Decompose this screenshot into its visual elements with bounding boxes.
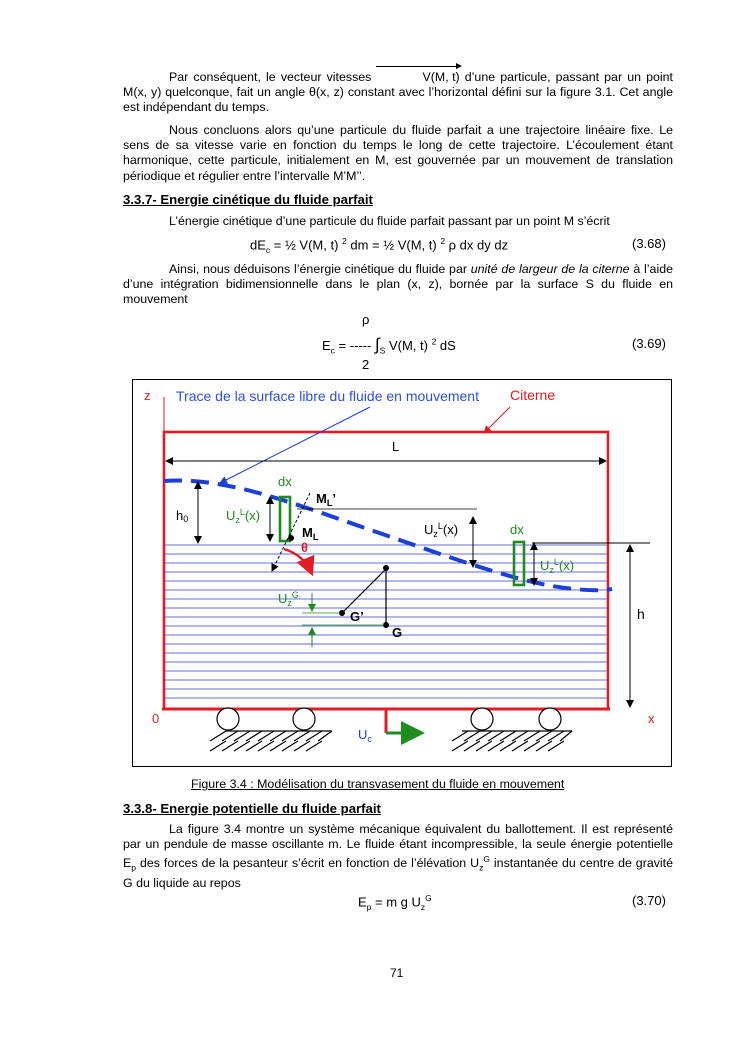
uzl-right-label: $U_z^L(x)$	[540, 557, 575, 575]
figure-caption: Figure 3.4 : Modélisation du transvasement du fluide en mouvement	[191, 777, 565, 791]
equation-3-70: $E_p = m$ g $U_z^G$	[358, 893, 432, 912]
uzl-left-label: $U_z^L(x)$	[226, 507, 261, 525]
dx-left-label: dx	[278, 474, 292, 489]
p1-text-a: Par conséquent, le vecteur vitesses	[169, 70, 377, 84]
dx-right-label: dx	[510, 522, 524, 537]
h-label: h	[637, 606, 645, 622]
equation-number-3-69: (3.69)	[632, 336, 666, 351]
heading-3-3-7: 3.3.7- Energie cinétique du fluide parfait	[123, 192, 373, 207]
velocity-vector: V(M, t)	[376, 70, 459, 85]
equation-3-68: $dE_c$ = ½ V(M, t) $^2$ dm = ½ V(M, t) $^2$ ρ dx dy dz	[250, 236, 509, 255]
paragraph-potential-energy: La figure 3.4 montre un système mécanique équivalent du ballottement. Il est représenté par un pendule de masse oscillante m. Le fluide étant incompressible, la seule énergie potentielle $E_p$ des forces de la pesanteur s’écrit en fonction de l’élévation $U_z^G$ instantanée du centre de gravité G du liquide au repos	[123, 822, 673, 891]
x-axis-label: x	[648, 711, 655, 726]
surface-label-leader	[220, 407, 370, 483]
left-wheel-assembly	[210, 708, 332, 751]
figure-3-4-sloshing-diagram	[132, 379, 672, 767]
uzg-label: $U_z^G$	[278, 590, 299, 608]
origin-label: 0	[152, 711, 160, 726]
pivot-point	[383, 565, 389, 571]
equation-number-3-68: (3.68)	[632, 236, 666, 251]
pendulum-arm	[342, 569, 386, 613]
ml-label: $M_L$	[302, 525, 319, 542]
tank-label-leader	[484, 407, 510, 433]
free-surface-curve	[164, 481, 612, 591]
page-number: 71	[390, 966, 404, 980]
h0-label: h0	[176, 508, 189, 524]
heading-3-3-8: 3.3.8- Energie potentielle du fluide parfait	[123, 801, 381, 816]
tank-label: Citerne	[510, 387, 556, 403]
right-wheel-assembly	[452, 708, 572, 751]
g-label: G	[392, 625, 403, 640]
equation-3-69: $E_c$ = ----- $\int_S$ V(M, t) $^2$ dS	[322, 335, 456, 356]
ml-prime-label: $M_L$’	[316, 491, 336, 508]
length-label: L	[392, 439, 400, 454]
theta-label: θ	[301, 540, 309, 555]
point-ml	[288, 535, 294, 541]
p1-text-b: d’une particule, passant par un point M(x, y) quelconque, fait un angle θ(x, z) constant avec l’horizontal défini sur la figure 3.1. Cet angle est indépendant du temps.	[123, 70, 673, 115]
z-axis-label: z	[144, 388, 151, 403]
emphasis-unit-width: unité de largeur de la citerne	[470, 262, 630, 276]
equation-number-3-70: (3.70)	[632, 893, 666, 908]
paragraph-kinetic-integration: Ainsi, nous déduisons l’énergie cinétique du fluide par unité de largeur de la citerne à l’aide d’une intégration bidimensionnelle dans le plan (x, z), bornée par la surface S du fluide en mouvement	[123, 262, 673, 307]
g-prime-label: G’	[350, 609, 364, 624]
paragraph-velocity-vector	[123, 70, 673, 116]
element-dx-left	[280, 497, 290, 541]
equation-3-69-denominator: 2	[362, 357, 370, 372]
paragraph-trajectory: Nous concluons alors qu’une particule du fluide parfait a une trajectoire linéaire fixe. Le sens de sa vitesse varie en fonction du temps le long de cette trajectoire. L’écoulement étant harmonique, cette particule, initialement en M, est gouvernée par un mouvement de translation périodique et régulier entre l’intervalle M’M’’.	[123, 123, 673, 183]
uc-label: $U_c$	[358, 727, 372, 744]
paragraph-kinetic-intro: L’énergie cinétique d’une particule du fluide parfait passant par un point M s’écrit	[169, 214, 610, 228]
uzl-mid-label: $U_z^L(x)$	[424, 521, 459, 539]
equation-3-69-numerator: ρ	[362, 312, 370, 327]
surface-label: Trace de la surface libre du fluide en mouvement	[176, 388, 479, 404]
